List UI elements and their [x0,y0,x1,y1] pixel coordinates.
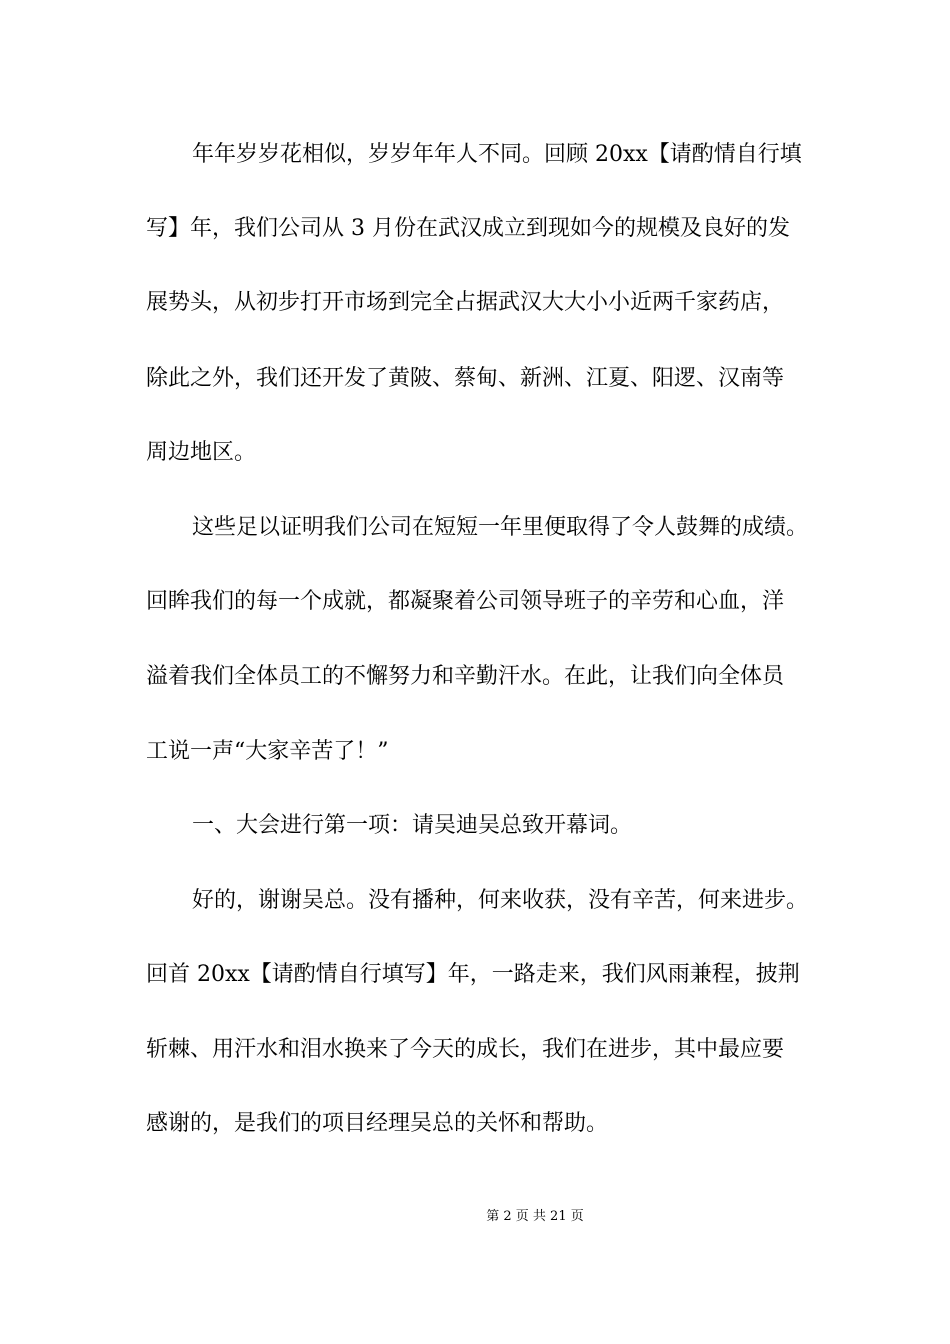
text-line: 感谢的，是我们的项目经理吴总的关怀和帮助。 [146,1111,609,1136]
text-line: 斩棘、用汗水和泪水换来了今天的成长，我们在进步，其中最应要 [146,1037,785,1062]
text-line: 展势头，从初步打开市场到完全占据武汉大大小小近两千家药店， [146,290,785,315]
text-line: 回首 20xx【请酌情自行填写】年，一路走来，我们风雨兼程，披荆 [146,962,800,987]
text-line: 好的，谢谢吴总。没有播种，何来收获，没有辛苦，何来进步。 [192,888,809,913]
text-line: 年年岁岁花相似，岁岁年年人不同。回顾 20xx【请酌情自行填 [192,142,802,167]
text-line: 这些足以证明我们公司在短短一年里便取得了令人鼓舞的成绩。 [192,515,809,540]
text-line: 周边地区。 [146,440,257,465]
text-line: 除此之外，我们还开发了黄陂、蔡甸、新洲、江夏、阳逻、汉南等 [146,366,785,391]
text-line: 写】年，我们公司从 3 月份在武汉成立到现如今的规模及良好的发 [146,216,790,241]
page-number-footer: 第 2 页 共 21 页 [486,1209,584,1224]
text-line: 一、大会进行第一项：请吴迪吴总致开幕词。 [192,813,633,838]
text-line: 工说一声“大家辛苦了！” [146,739,389,764]
text-line: 溢着我们全体员工的不懈努力和辛勤汗水。在此，让我们向全体员 [146,664,785,689]
text-line: 回眸我们的每一个成就，都凝聚着公司领导班子的辛劳和心血，洋 [146,589,785,614]
